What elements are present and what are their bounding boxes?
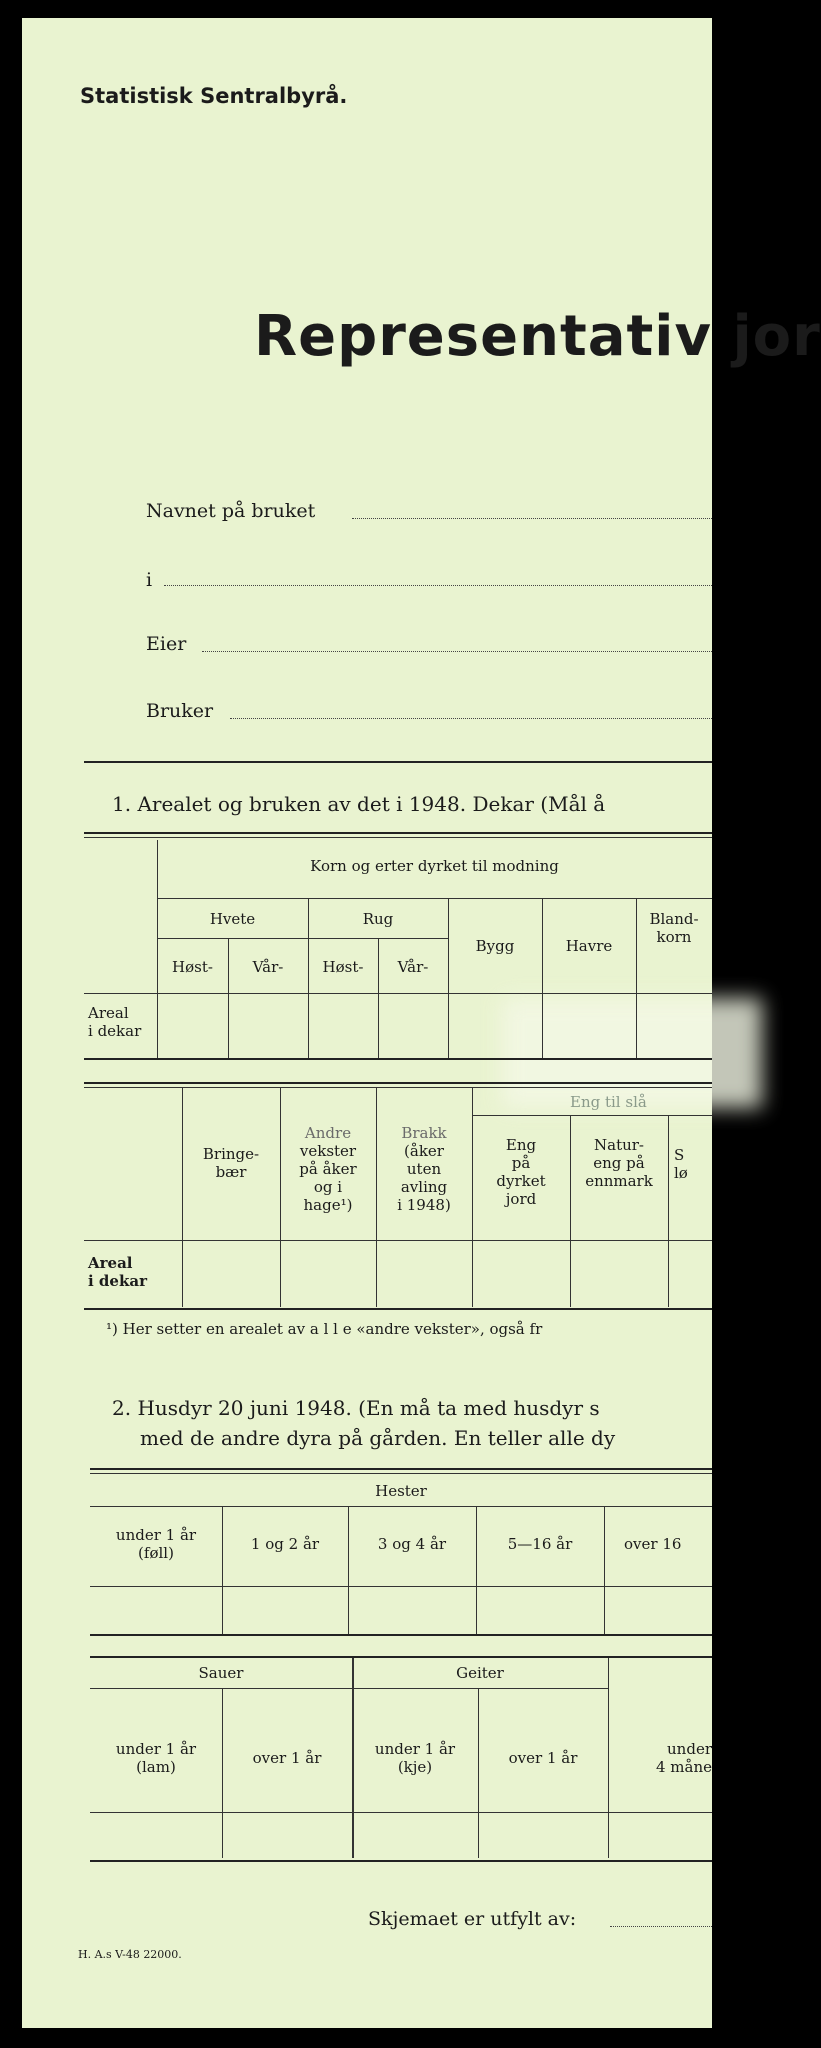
wheat-winter-cell[interactable]: [157, 996, 228, 1056]
rye-spring: Vår-: [397, 958, 429, 976]
horses-3-4: 3 og 4 år: [377, 1535, 447, 1553]
wheat-spring: Vår-: [252, 958, 284, 976]
oats-cell[interactable]: [542, 996, 636, 1056]
sheep-under-1-cell[interactable]: [90, 1814, 222, 1858]
oats-header: Havre: [565, 937, 613, 955]
other-crops-header: Andre vekster på åker og i hage¹): [299, 1124, 357, 1214]
horses-under-1: under 1 år (føll): [115, 1526, 197, 1562]
divider: [84, 761, 712, 763]
row-label-area: Areal i dekar: [88, 1004, 142, 1040]
sheep-under-1: under 1 år (lam): [115, 1740, 197, 1776]
goats-over-1: over 1 år: [508, 1749, 578, 1767]
truncated-header: S lø: [674, 1146, 688, 1182]
meadow-cultivated-header: Eng på dyrket jord: [496, 1136, 546, 1208]
horses-under-1-cell[interactable]: [90, 1588, 222, 1632]
print-code: H. A.s V-48 22000.: [78, 1948, 182, 1961]
field-label-user: Bruker: [146, 700, 214, 722]
sheep-over-1: over 1 år: [252, 1749, 322, 1767]
owner-line[interactable]: [202, 651, 712, 652]
horses-5-16-cell[interactable]: [476, 1588, 604, 1632]
horses-3-4-cell[interactable]: [348, 1588, 476, 1632]
berries-header: Bringe- bær: [202, 1145, 260, 1181]
meadow-cultivated-cell[interactable]: [472, 1244, 570, 1304]
horses-5-16: 5—16 år: [507, 1535, 573, 1553]
table1-top-rule-2: [84, 837, 712, 838]
goats-header: Geiter: [456, 1664, 504, 1682]
truncated-under-4-months: under 4 måne: [655, 1740, 712, 1776]
rye-header: Rug: [362, 910, 394, 928]
mixed-grain-header: Bland- korn: [649, 910, 699, 946]
other-crops-cell[interactable]: [280, 1244, 376, 1304]
berries-cell[interactable]: [182, 1244, 280, 1304]
mixed-grain-cell[interactable]: [636, 996, 712, 1056]
sheep-header: Sauer: [198, 1664, 244, 1682]
fallow-cell[interactable]: [376, 1244, 472, 1304]
hay-meadow-header: Eng til slå: [570, 1093, 647, 1111]
filled-by-label: Skjemaet er utfylt av:: [368, 1908, 577, 1930]
row-label-area-2: Areal i dekar: [88, 1254, 147, 1290]
location-line[interactable]: [164, 585, 712, 586]
wheat-header: Hvete: [209, 910, 256, 928]
field-label-farm-name: Navnet på bruket: [146, 500, 316, 522]
natural-meadow-header: Natur- eng på ennmark: [585, 1136, 653, 1190]
horses-over-16: over 16: [624, 1535, 682, 1553]
wheat-winter: Høst-: [172, 958, 213, 976]
grain-group-header: Korn og erter dyrket til modning: [310, 857, 559, 875]
agency-name: Statistisk Sentralbyrå.: [80, 84, 348, 108]
goats-under-1-cell[interactable]: [352, 1814, 478, 1858]
goats-over-1-cell[interactable]: [478, 1814, 608, 1858]
wheat-spring-cell[interactable]: [228, 996, 308, 1056]
section2-heading-line1: 2. Husdyr 20 juni 1948. (En må ta med husdyr s: [112, 1396, 600, 1420]
rye-winter-cell[interactable]: [308, 996, 378, 1056]
sheep-over-1-cell[interactable]: [222, 1814, 352, 1858]
horses-header: Hester: [375, 1482, 427, 1500]
goats-under-1: under 1 år (kje): [374, 1740, 456, 1776]
rye-spring-cell[interactable]: [378, 996, 448, 1056]
natural-meadow-cell[interactable]: [570, 1244, 668, 1304]
barley-header: Bygg: [475, 937, 515, 955]
fallow-header: Brakk (åker uten avling i 1948): [397, 1124, 451, 1214]
field-label-in: i: [146, 569, 153, 591]
table1-top-rule: [84, 832, 712, 834]
form-sheet: [22, 18, 821, 2028]
farm-name-line[interactable]: [352, 518, 712, 519]
field-label-owner: Eier: [146, 633, 187, 655]
section1-heading: 1. Arealet og bruken av det i 1948. Dekar (Mål å: [112, 792, 606, 816]
footnote: ¹) Her setter en arealet av a l l e «andre vekster», også fr: [106, 1320, 543, 1338]
horses-1-2-cell[interactable]: [222, 1588, 348, 1632]
user-line[interactable]: [230, 718, 712, 719]
filled-by-line[interactable]: [610, 1926, 712, 1927]
form-title: Representativ jor: [254, 304, 821, 369]
rye-winter: Høst-: [322, 958, 364, 976]
horses-over-16-cell[interactable]: [604, 1588, 712, 1632]
section2-heading-line2: med de andre dyra på gården. En teller alle dy: [140, 1426, 616, 1450]
barley-cell[interactable]: [448, 996, 542, 1056]
horses-1-2: 1 og 2 år: [250, 1535, 320, 1553]
